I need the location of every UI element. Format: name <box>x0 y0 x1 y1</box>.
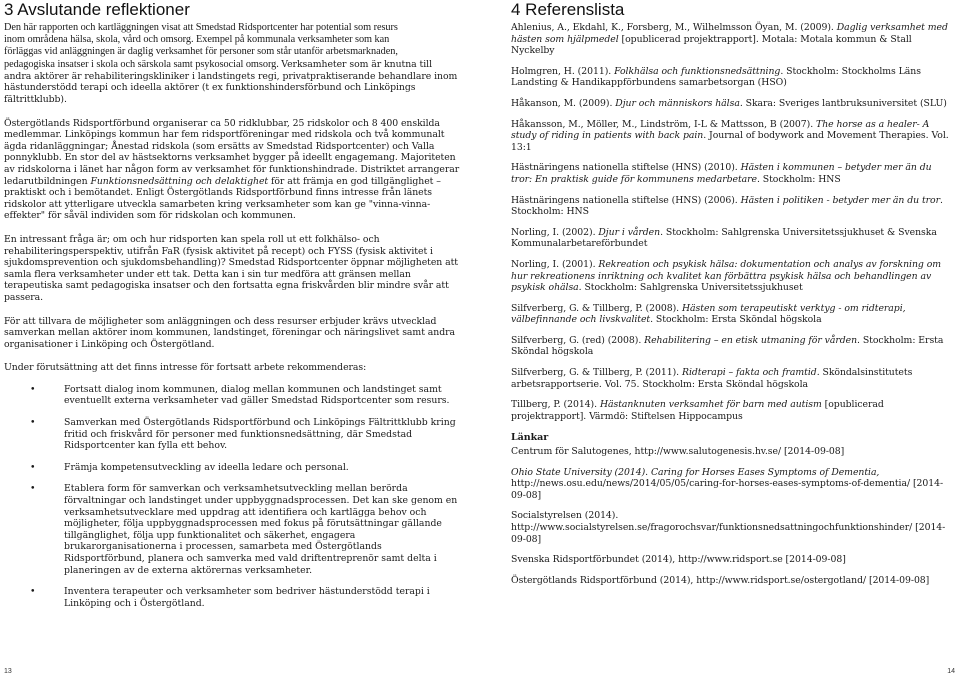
reference-publisher: . Journal of bodywork and Movement Therapies. Vol. 13:1 <box>511 130 949 153</box>
reference-publisher: . Stockholm: HNS <box>756 173 841 185</box>
bullet-icon: • <box>30 461 36 473</box>
intro-block <box>4 22 462 59</box>
reference-authors: Håkanson, M. (2009). <box>511 97 616 109</box>
list-item-text: Främja kompetensutveckling av ideella ledare och personal. <box>64 461 349 473</box>
reference-authors: Holmgren, H. (2011). <box>511 65 615 77</box>
reference-authors: Ahlenius, A., Ekdahl, K., Forsberg, M., Wilhelmsson Öyan, M. (2009). <box>511 22 837 33</box>
list-item <box>4 384 462 407</box>
link-item[interactable] <box>511 467 955 502</box>
reference-item <box>511 98 955 110</box>
reference-item <box>511 119 955 154</box>
intro-line: inom områdena hälsa, skola, vård och omsorg. Exempel på kommunala verksamheter som kan <box>4 34 390 46</box>
list-item <box>4 417 462 452</box>
reference-authors: Tillberg, P. (2014). <box>511 399 600 411</box>
paragraph-ridsportforbund <box>4 118 462 222</box>
list-item-text: Etablera form för samverkan och verksamhetsutveckling mellan berörda förvaltningar och landstinget under uppbyggnadsprocessen. Det kan ske genom en verksamhetsutvecklare med uppdrag att identifiera och kartlägga behov och möjligheter, följa uppbyggnadsprocessen med fokus på förutsättningar gällande tillgänglighet, följa upp funktionalitet och säkerhet, engagera brukarorganisationerna i processen, samarbeta med Östergötlands Ridsportförbund, planera och samverka med vald driftentreprenör samt delta i planeringen av de externa aktörernas verksamheter. <box>64 483 458 576</box>
list-item-text: Samverkan med Östergötlands Ridsportförbund och Linköpings Fältrittklubb kring fritid och friskvård för personer med funktionsnedsättning, där Smedstad Ridsportcenter kan fylla ett behov. <box>64 417 456 452</box>
reference-item <box>511 66 955 89</box>
reference-authors: Hästnäringens nationella stiftelse (HNS) (2006). <box>511 194 741 206</box>
reference-item <box>511 227 955 250</box>
reference-publisher: . Stockholm: Stockholms Läns Landsting & Handikappförbundens samarbetsorgan (HSO) <box>511 65 921 89</box>
reference-authors: Norling, I. (2001). <box>511 258 599 270</box>
right-column <box>511 0 955 586</box>
paragraph-text: Verksamheter som är knutna till andra aktörer är rehabiliteringskliniker i landstingets regi, privatpraktiserande behandlare inom hästunderstödd terapi och ideella aktörer (t ex funktionshindersförbund och Linköpings fältrittklubb). <box>4 58 458 105</box>
reference-publisher: [opublicerad projektrapport]. Värmdö: Stiftelsen Hippocampus <box>511 399 884 422</box>
link-item[interactable]: Östergötlands Ridsportförbund (2014), http://www.ridsport.se/ostergotland/ [2014-09-08] <box>511 574 930 586</box>
reference-list <box>511 22 955 422</box>
page-number-right: 14 <box>947 668 955 675</box>
reference-item <box>511 303 955 326</box>
reference-title: Hästen i politiken - betyder mer än du tror <box>740 194 940 206</box>
paragraph-italic-text: Funktionsnedsättning och delaktighet <box>90 175 269 187</box>
reference-authors: Silfverberg, G. & Tillberg, P. (2008). <box>511 302 682 314</box>
reference-item <box>511 335 955 358</box>
reference-authors: Norling, I. (2002). <box>511 226 599 238</box>
reference-publisher: . Stockholm: Ersta Sköndal högskola <box>511 334 944 358</box>
reference-title: Djur och människors hälsa <box>615 97 740 109</box>
bullet-icon: • <box>30 383 36 395</box>
reference-title: Hästen i kommunen – betyder mer än du tror: En praktisk guide för kommunens medarbetare <box>511 162 932 185</box>
links-heading: Länkar <box>511 432 549 444</box>
reference-item <box>511 367 955 390</box>
paragraph-activities <box>4 59 462 106</box>
reference-item <box>511 195 955 218</box>
reference-publisher: . Stockholm: HNS <box>511 194 943 218</box>
link-item-title: Ohio State University (2014). Caring for Horses Eases Symptoms of Dementia, <box>511 466 880 478</box>
reference-publisher: . Stockholm: Ersta Sköndal högskola <box>650 314 822 326</box>
reference-authors: Silfverberg, G. & Tillberg, P. (2011). <box>511 367 682 379</box>
recommendation-list <box>4 384 462 610</box>
reference-title: Rekreation och psykisk hälsa: dokumentation och analys av forskning om hur rekreationens inriktning och kvalitet kan förbättra psykisk hälsa och behandlingen av psykisk ohälsa <box>511 258 942 294</box>
reference-item <box>511 162 955 185</box>
page-number-left: 13 <box>4 668 12 675</box>
section-heading-references: 4 Referenslista <box>511 0 625 19</box>
reference-title: Daglig verksamhet med hästen som hjälpmedel <box>511 22 948 45</box>
bullet-icon: • <box>30 483 36 495</box>
links-section <box>511 432 955 586</box>
link-item[interactable]: Centrum för Salutogenes, http://www.salutogenesis.hv.se/ [2014-09-08] <box>511 446 845 458</box>
reference-authors: Silfverberg, G. (red) (2008). <box>511 334 645 346</box>
intro-line: Den här rapporten och kartläggningen visat att Smedstad Ridsportcenter har potential som resurs <box>4 22 398 33</box>
list-item <box>4 462 462 474</box>
link-item[interactable]: Socialstyrelsen (2014). http://www.socialstyrelsen.se/fragorochsvar/funktionsnedsattningochfunktionshinder/ [2014-09-08] <box>511 510 946 545</box>
bullet-icon: • <box>30 417 36 429</box>
reference-title: Ridterapi – fakta och framtid <box>682 367 817 379</box>
reference-authors: Håkansson, M., Möller, M., Lindström, I-L & Mattsson, B (2007). <box>511 118 817 130</box>
paragraph-recommendations-intro: Under förutsättning att det finns intresse för fortsatt arbete rekommenderas: <box>4 362 367 374</box>
reference-title: Hästen som terapeutiskt verktyg - om ridterapi, välbefinnande och livskvalitet <box>511 302 906 326</box>
paragraph-public-health: En intressant fråga är; om och hur ridsporten kan spela roll ut ett folkhälso- och rehabiliteringsperspektiv, utifrån FaR (fysisk aktivitet på recept) och FYSS (fysisk aktivitet i sjukdomsprevention och sjukdomsbehandling)? Smedstad Ridsportcenter öppnar möjligheten att samla flera verksamheter under ett tak. Detta kan i sin tur medföra att gränsen mellan terapeutiska samt pedagogiska insatser och den fortsatta egna friskvården blir mindre svår att passera. <box>4 233 458 303</box>
left-column <box>4 0 462 609</box>
paragraph-text: Östergötlands Ridsportförbund organiserar ca 50 ridklubbar, 25 ridskolor och 8 400 enskilda medlemmar. Linköpings kommun har fem ridsportföreningar med ridskola och två kommunalt ägda ridanläggningar; Ånestad ridskola (som ersätts av Smedstad Ridsportcenter) och Valla ponnyklubb. En stor del av hästsektorns verksamhet bygger på ideellt engagemang. Majoriteten av ridskolorna i länet har någon form av verksamhet för funktionshindrade. Distriktet arrangerar ledarutbildningen <box>4 117 460 187</box>
link-item[interactable]: Svenska Ridsportförbundet (2014), http://www.ridsport.se [2014-09-08] <box>511 554 846 566</box>
list-item <box>4 586 462 609</box>
list-item-text: Inventera terapeuter och verksamheter som bedriver hästunderstödd terapi i Linköping och i Östergötland. <box>64 586 430 609</box>
list-item-text: Fortsatt dialog inom kommunen, dialog mellan kommunen och landstinget samt eventuellt externa verksamheter vad gäller Smedstad Ridsportcenter som resurs. <box>64 383 450 407</box>
list-item <box>4 483 462 576</box>
reference-publisher: [opublicerad projektrapport]. Motala: Motala kommun & Stall Nyckelby <box>511 33 912 57</box>
section-heading-reflections: 3 Avslutande reflektioner <box>4 0 190 19</box>
paragraph-text: för att främja en god tillgänglighet – praktiskt och i bemötandet. Enligt Östergötlands Ridsportförbund finns intresse från länets ridskolor att ytterligare utveckla samarbeten kring verksamheter som kan ge "vinna-vinna-effekter" för såväl individen som för ridskolan och kommunen. <box>4 175 441 222</box>
reference-title: Hästanknuten verksamhet för barn med autism <box>599 399 822 411</box>
paragraph-text: pedagogiska insatser i skola och särskola samt psykosocial omsorg. <box>4 58 282 70</box>
intro-line: förläggas vid anläggningen är daglig verksamhet för personer som står utanför arbetsmarknaden, <box>4 46 398 58</box>
reference-item <box>511 399 955 422</box>
reference-title: Rehabilitering – en etisk utmaning för vården <box>644 334 858 346</box>
reference-title: Djur i vården <box>598 226 661 238</box>
reference-publisher: . Sköndalsinstitutets arbetsrapportserie. Vol. 75. Stockholm: Ersta Sköndal högskola <box>511 367 913 390</box>
bullet-icon: • <box>30 586 36 598</box>
reference-item <box>511 22 955 57</box>
paragraph-collaboration: För att tillvara de möjligheter som anläggningen och dess resurser erbjuder krävs utvecklad samverkan mellan aktörer inom kommunen, landstinget, föreningar och näringslivet samt andra organisationer i Linköping och Östergötland. <box>4 315 456 350</box>
reference-item <box>511 259 955 294</box>
reference-publisher: . Stockholm: Sahlgrenska Universitetssjukhuset & Svenska Kommunalarbetareförbundet <box>511 226 937 250</box>
reference-authors: Hästnäringens nationella stiftelse (HNS) (2010). <box>511 162 741 174</box>
reference-title: The horse as a healer- A study of riding in patients with back pain <box>511 118 930 142</box>
reference-publisher: . Skara: Sveriges lantbruksuniversitet (SLU) <box>739 97 947 109</box>
link-item-url: http://news.osu.edu/news/2014/05/05/caring-for-horses-eases-symptoms-of-dementia/ [2014-09-08] <box>511 478 944 501</box>
reference-title: Folkhälsa och funktionsnedsättning <box>614 65 781 77</box>
reference-publisher: . Stockholm: Sahlgrenska Universitetssjukhuset <box>578 282 803 294</box>
